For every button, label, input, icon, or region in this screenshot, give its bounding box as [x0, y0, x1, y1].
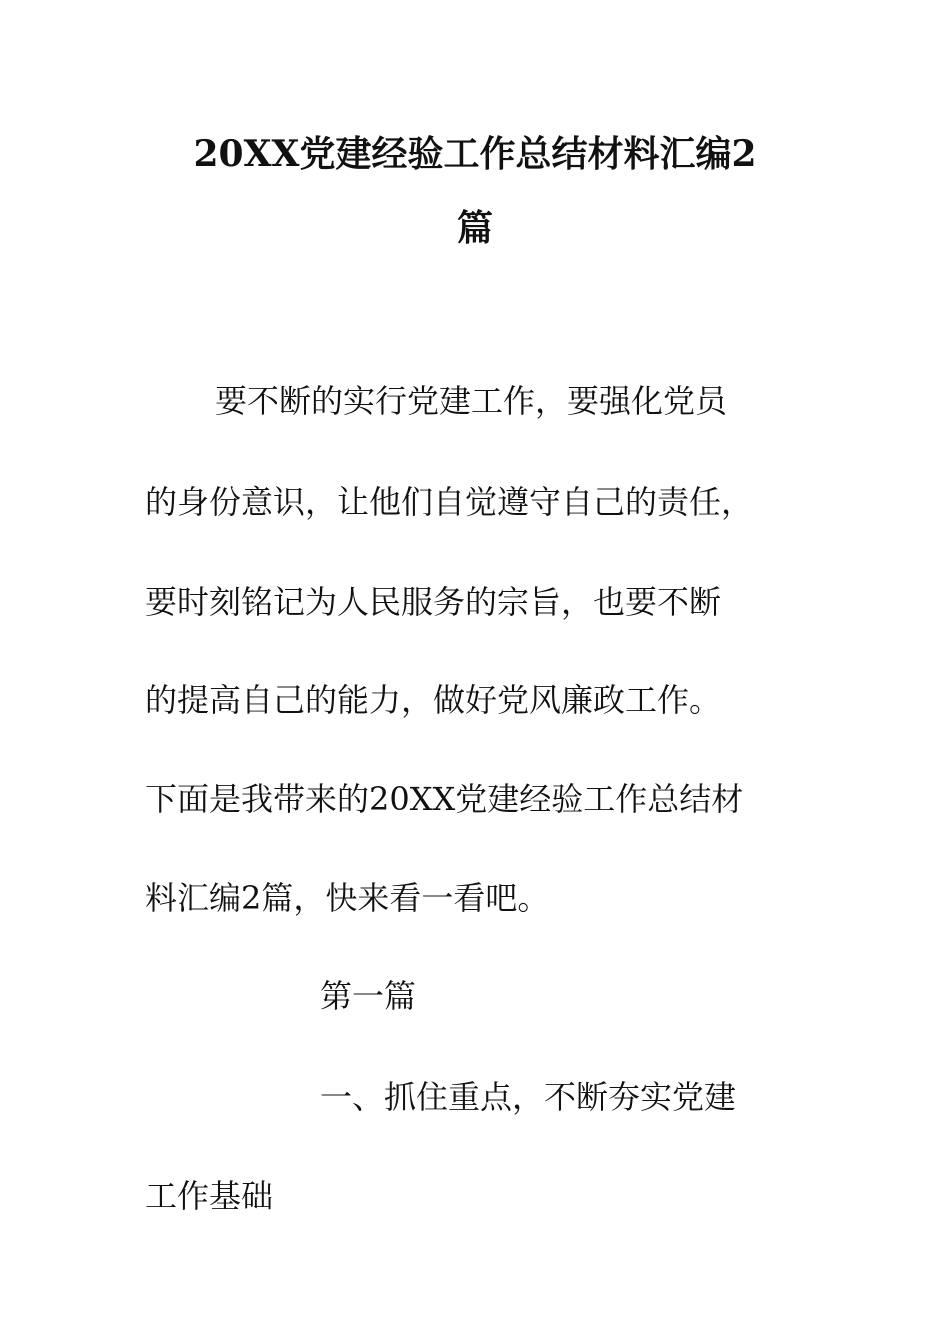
- document-title-line-1: 20XX党建经验工作总结材料汇编2: [193, 133, 757, 175]
- section-heading: 第一篇: [320, 977, 417, 1015]
- subsection-heading-line: 一、抓住重点，不断夯实党建: [320, 1078, 737, 1116]
- paragraph-line: 要不断的实行党建工作，要强化党员: [215, 382, 728, 420]
- paragraph-line: 的身份意识，让他们自觉遵守自己的责任，: [145, 483, 754, 521]
- paragraph-line: 的提高自己的能力，做好党风廉政工作。: [145, 681, 722, 719]
- paragraph-line: 下面是我带来的20XX党建经验工作总结材: [145, 780, 744, 818]
- paragraph-line: 料汇编2篇，快来看一看吧。: [145, 879, 550, 917]
- subsection-heading-line: 工作基础: [145, 1177, 274, 1215]
- document-title-line-2: 篇: [456, 207, 493, 249]
- paragraph-line: 要时刻铭记为人民服务的宗旨，也要不断: [145, 583, 722, 621]
